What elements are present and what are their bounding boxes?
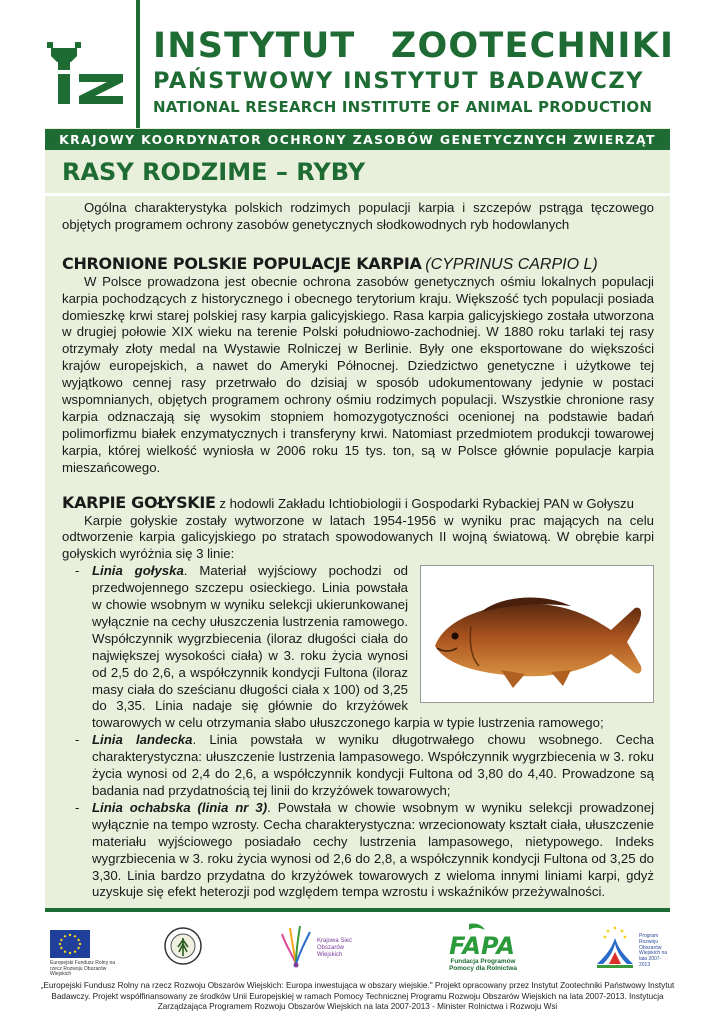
title-divider [45, 193, 670, 196]
section2-title-rest: z hodowli Zakładu Ichtiobiologii i Gospodarki Rybackiej PAN w Gołyszu [215, 495, 634, 511]
line-name: Linia landecka [92, 732, 193, 748]
list-item: - Linia gołyska. Materiał wyjściowy pochodzi od przedwojennego szczepu osieckiego. Linia powstała w chowie wsobnym w wyniku selekcji ukierunkowanej wyłącznie na cechy ułuszczenia lustrzenia ramowego. Współczynnik wygrzbiecenia (iloraz długości ciała do największej wysokości ciała) w 3. roku życia wynosi od 2,5 do 2,6, a współczynnik kondycji Fultona (iloraz masy ciała do sześcianu długości ciała x 100) od 3,25 do 3,35. Linia nadaje się głównie do krzyżówek towarowych w celu otrzymania słabo ułuszczonego karpia w typie lustrzenia ramowego; [62, 563, 654, 732]
eu-flag-icon [50, 930, 90, 958]
line-description: . Powstała w chowie wsobnym w wyniku selekcji prowadzonej wyłącznie na tempo wzrosty. Cecha charakterystyczna: wrzecionowaty kształt ciała, ułuszczenie materiału wyjściowego posiadało cechy lustrzenia lampasowego, nietypowego. Indeks wygrzbiecenia w 3. roku życia wynosi od 2,6 do 2,8, a współczynnik kondycji Fultona od 3,25 do 3,30. Linia bardzo przydatna do krzyżówek towarowych z wieloma innymi liniami karpi, gdyż uzyskuje się efekt heterozji pod względem tempa wzrostu i wskaźników przeżywalności. [92, 799, 655, 900]
line-name: Linia ochabska (linia nr 3) [92, 799, 268, 815]
prow-logo-icon [593, 924, 637, 970]
section1-latin: (CYPRINUS CARPIO L) [425, 255, 598, 273]
prow-caption: Program Rozwoju Obszarów Wiejskich na lata 2007-2013 [639, 933, 668, 968]
section2-title: KARPIE GOŁYSKIE [62, 492, 216, 512]
footer-divider [45, 908, 670, 912]
ksow-icon [278, 924, 314, 968]
wheat-seal-icon [163, 926, 203, 966]
section1-heading [62, 253, 654, 274]
main-content [62, 200, 654, 901]
header-divider [136, 0, 140, 128]
fapa-logo-icon [443, 922, 521, 956]
sponsor-logos [45, 916, 670, 976]
coordinator-band: KRAJOWY KOORDYNATOR OCHRONY ZASOBÓW GENETYCZNYCH ZWIERZĄT [45, 129, 670, 150]
eu-caption: Europejski Fundusz Rolny na rzecz Rozwoju Obszarów Wiejskich [50, 960, 116, 978]
ksow-name: Krajowa Sieć Obszarów Wiejskich [317, 938, 353, 958]
section1-title: CHRONIONE POLSKIE POPULACJE KARPIA [62, 253, 422, 273]
intro-paragraph: Ogólna charakterystyka polskich rodzimych populacji karpia i szczepów pstrąga tęczowego objętych programem ochrony zasobów genetycznych słodkowodnych ryb hodowlanych [62, 200, 654, 232]
section2-body: Karpie gołyskie zostały wytworzone w latach 1954-1956 w wyniku prac mających na celu odtworzenie karpia galicyjskiego po stratach spowodowanych II wojną światową. W obrębie karpi gołyskich wyróżnia się 3 linie: [62, 512, 654, 562]
page-title: RASY RODZIME – RYBY [62, 158, 366, 186]
carp-lines-list [62, 563, 654, 901]
footer-text: „Europejski Fundusz Rolny na rzecz Rozwoju Obszarów Wiejskich: Europa inwestująca w obszary wiejskie." Projekt opracowany przez Instytut Zootechniki Państwowy Instytut Badawczy. Projekt współfinansowany ze środków Unii Europejskiej w ramach Pomocy Technicznej Programu Rozwoju Obszarów Wiejskich na lata 2007-2013. Instytucja Zarządzająca Programem Rozwoju Obszarów Wiejskich na lata 2007-2013 - Minister Rolnictwa i Rozwoju Wsi [40, 981, 675, 1012]
list-item: - Linia landecka. Linia powstała w wyniku długotrwałego chowu wsobnego. Cecha charakterystyczna: ułuszczenie lustrzenia lampasowego. Współczynnik wygrzbiecenia w 3. roku życia wynosi od 2,4 do 2,6, a współczynnik kondycji Fultona od 3,80 do 4,40. Prowadzone są badania nad przydatnością tej linii do krzyżówek towarowych; [75, 732, 654, 798]
line-name: Linia gołyska [92, 563, 184, 579]
list-item: - Linia ochabska (linia nr 3). Powstała w chowie wsobnym w wyniku selekcji prowadzonej wyłącznie na tempo wzrosty. Cecha charakterystyczna: wrzecionowaty kształt ciała, ułuszczenie materiału wyjściowego posiadało cechy lustrzenia lampasowego, nietypowego. Indeks wygrzbiecenia w 3. roku życia wynosi od 2,6 do 2,8, a współczynnik kondycji Fultona od 3,25 do 3,30. Linia bardzo przydatna do krzyżówek towarowych z wieloma innymi liniami karpi, gdyż uzyskuje się efekt heterozji pod względem tempa wzrostu i wskaźników przeżywalności. [75, 799, 655, 900]
institute-english-name: NATIONAL RESEARCH INSTITUTE OF ANIMAL PRODUCTION [153, 98, 653, 116]
line-description: . Materiał wyjściowy pochodzi od przedwojennego szczepu osieckiego. Linia powstała w chowie wsobnym w wyniku selekcji ukierunkowanej wyłącznie na cechy ułuszczenia lustrzenia ramowego. Współczynnik wygrzbiecenia (iloraz długości ciała do największej wysokości ciała) w 3. roku życia wynosi od 2,5 do 2,6, a współczynnik kondycji Fultona (iloraz masy ciała do sześcianu długości ciała x 100) od 3,25 do 3,35. Linia nadaje się głównie do krzyżówek towarowych w celu otrzymania słabo ułuszczonego karpia w typie lustrzenia ramowego; [92, 563, 604, 731]
line-description: . Linia powstała w wyniku długotrwałego chowu wsobnego. Cecha charakterystyczna: ułuszczenie lustrzenia lampasowego. Współczynnik wygrzbiecenia w 3. roku życia wynosi od 2,4 do 2,6, a współczynnik kondycji Fultona od 3,80 do 4,40. Prowadzone są badania nad przydatnością tej linii do krzyżówek towarowych; [92, 732, 654, 798]
carp-fish-icon [421, 566, 653, 702]
iz-logo-icon [45, 40, 125, 106]
fapa-wordmark: FAPA [449, 932, 515, 956]
institute-title: INSTYTUT ZOOTECHNIKI [153, 26, 675, 66]
section2-heading [62, 492, 654, 513]
fapa-caption: Fundacja Programów Pomocy dla Rolnictwa [449, 958, 517, 972]
section1-body: W Polsce prowadzona jest obecnie ochrona zasobów genetycznych ośmiu lokalnych populacji karpia pochodzących z historycznego i obecnego terytorium kraju. Większość tych populacji posiada domieszkę krwi starej polskiej rasy karpia galicyjskiego. Rasa karpia galicyjskiego została utworzona w drugiej połowie XIX wieku na terenie Polski południowo-zachodniej. W 1880 roku tarlaki tej rasy otrzymały złoty medal na Wystawie Rolniczej w Berlinie. Były one eksportowane do większości krajów europejskich, a nawet do Ameryki Północnej. Dziedzictwo genetyczne i użytkowe tej wyjątkowo cennej rasy przetrwało do dzisiaj w sposób udokumentowany jedynie w postaci wspomnianych, objętych programem ochrony ośmiu rodzimych populacji. Wszystkie chronione rasy karpia odznaczają się wysokim stopniem homozygotyczności ocenionej na podstawie badań polimorfizmu białek enzymatycznych i transferyny krwi. Natomiast przedmiotem produkcji towarowej karpia, której wielkość wyniosła w 2006 roku 15 tys. ton, są w Polsce głównie populacje karpia mieszańcowego. [62, 273, 654, 475]
institute-subtitle: PAŃSTWOWY INSTYTUT BADAWCZY [153, 68, 645, 94]
carp-photo [420, 565, 654, 703]
